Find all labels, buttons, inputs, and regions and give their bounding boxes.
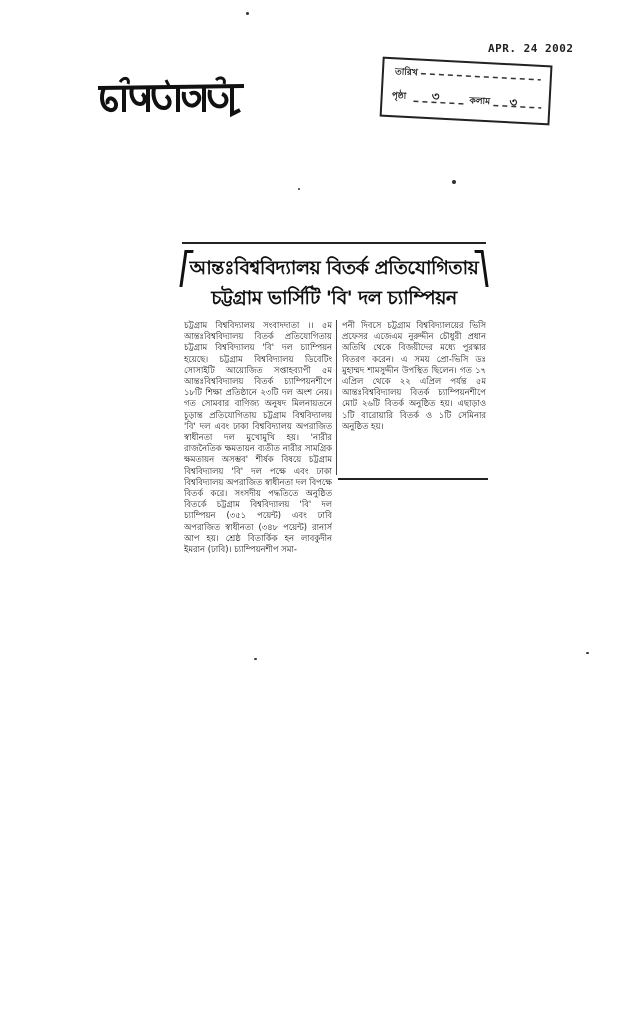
newspaper-clipping — [180, 238, 490, 638]
column-field-label: কলাম — [469, 96, 491, 108]
column-field-value: ৩ — [509, 95, 518, 110]
scan-speck — [254, 658, 257, 660]
headline — [182, 242, 486, 318]
clipping-record-stamp — [378, 56, 553, 129]
scan-speck — [452, 180, 456, 184]
headline-line-1: আন্তঃবিশ্ববিদ্যালয় বিতর্ক প্রতিযোগিতায় — [189, 257, 479, 279]
newspaper-masthead-logo — [96, 74, 246, 118]
date-stamp: APR. 24 2002 — [488, 42, 574, 55]
column-divider — [336, 320, 337, 475]
masthead-logo-graphic — [96, 74, 246, 118]
scan-speck — [586, 652, 589, 654]
article-column-right: পনী দিবসে চট্টগ্রাম বিশ্ববিদ্যালয়ের ভিসি প্রফেসর এজেএম নুরুদ্দীন চৌধুরী প্রধান অতিথি থেকে বিজয়ীদের মধ্যে পুরস্কার বিতরণ করেন। এ সময় প্রো-ভিসি ডঃ মুহাম্মদ শামসুদ্দীন উপস্থিত ছিলেন। গত ১৭ এপ্রিল থেকে ২২ এপ্রিল পর্যন্ত ৫ম আন্তঃবিশ্ববিদ্যালয় বিতর্ক চ্যাম্পিয়নশীপে মোট ২৬টি বিতর্ক অনুষ্ঠিত হয়। এছাড়াও ১টি বারোয়ারি বিতর্ক ও ১টি সেমিনার অনুষ্ঠিত হয়। — [342, 320, 486, 431]
article-column-left: চট্টগ্রাম বিশ্ববিদ্যালয় সংবাদদাতা ।। ৫ম আন্তঃবিশ্ববিদ্যালয় বিতর্ক প্রতিযোগিতায় চট্টগ্রাম বিশ্ববিদ্যালয় 'বি' দল চ্যাম্পিয়ন হয়েছে। চট্টগ্রাম বিশ্ববিদ্যালয় ডিবেটিং সোসাইটি আয়োজিত সপ্তাহব্যাপী ৫ম আন্তঃবিশ্ববিদ্যালয় বিতর্ক চ্যাম্পিয়নশীপে ১৮টি শিক্ষা প্রতিষ্ঠানে ২৩টি দল অংশ নেয়। গত সোমবার বাণিজ্য অনুষদ মিলনায়তনে চূড়ান্ত প্রতিযোগিতায় চট্টগ্রাম বিশ্ববিদ্যালয় 'বি' দল এবং ঢাকা বিশ্ববিদ্যালয় অপরাজিত স্বাধীনতা দল মুখোমুখি হয়। 'নারীর রাজনৈতিক ক্ষমতায়ন ব্যতীত নারীর সামগ্রিক ক্ষমতায়ন অসম্ভব' শীর্ষক বিষয়ে চট্টগ্রাম বিশ্ববিদ্যালয় 'বি' দল পক্ষে এবং ঢাকা বিশ্ববিদ্যালয় অপরাজিত স্বাধীনতা দল বিপক্ষে বিতর্ক করে। সংসদীয় পদ্ধতিতে অনুষ্ঠিত বিতর্কে চট্টগ্রাম বিশ্ববিদ্যালয় 'বি' দল চ্যাম্পিয়ন (৩৫১ পয়েন্ট) এবং ঢাবি অপরাজিত স্বাধীনতা (৩৪৮ পয়েন্ট) রানার্স আপ হয়। শ্রেষ্ঠ বিতার্কিক হন লাবকুদীন ইমরান (ঢাবি)। চ্যাম্পিয়নশীপ সমা- — [184, 320, 332, 555]
page-field-value: ৩ — [431, 89, 440, 104]
scan-speck — [246, 12, 249, 15]
article-end-rule — [338, 478, 488, 480]
scan-speck — [298, 188, 300, 190]
page-field-label: পৃষ্ঠা — [391, 91, 407, 102]
headline-line-2: চট্টগ্রাম ভার্সিটি 'বি' দল চ্যাম্পিয়ন — [211, 287, 457, 309]
date-field-label: তারিখ — [394, 67, 418, 79]
